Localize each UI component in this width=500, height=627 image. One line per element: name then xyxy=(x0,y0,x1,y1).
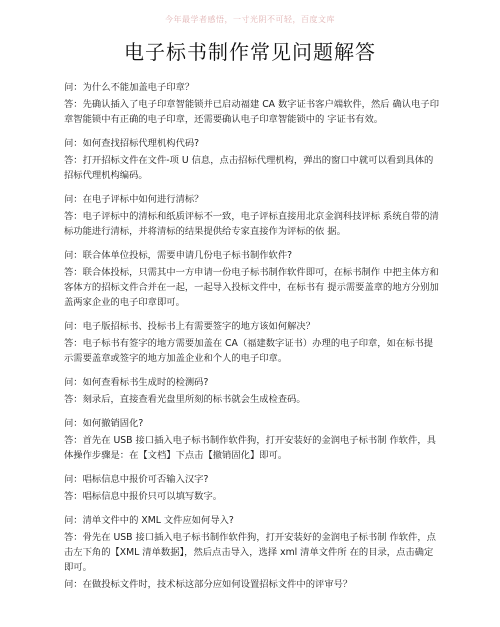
faq-item xyxy=(64,192,442,239)
faq-answer: 答：先确认插入了电子印章智能锁并已启动福建 CA 数字证书客户端软件，然后 确认电子印章智能锁中有正确的电子印章，还需要确认电子印章智能锁中的 字证书有效。 xyxy=(64,99,439,125)
faq-item xyxy=(64,472,442,504)
faq-question: 问：电子版招标书、投标书上有需要签字的地方该如何解决？ xyxy=(64,321,316,332)
faq-item xyxy=(64,319,442,366)
faq-item xyxy=(64,416,442,463)
faq-answer: 答：电子标书有签字的地方需要加盖在 CA（福建数字证书）办理的电子印章，如在标书提示需要盖章或签字的地方加盖企业和个人的电子印章。 xyxy=(64,338,434,364)
watermark: 今年最学者感悟，一寸光阴不可轻，百度文库 xyxy=(165,15,335,24)
faq-item xyxy=(64,80,442,127)
faq-answer: 答：首先在 USB 接口插入电子标书制作软件狗，打开安装好的金润电子标书制 作软件，具体操作步骤是：在【文档】下点击【撤销固化】即可。 xyxy=(64,435,436,461)
faq-item xyxy=(64,513,442,575)
faq-answer: 答：唱标信息中报价只可以填写数字。 xyxy=(64,491,223,502)
faq-item xyxy=(64,375,442,407)
faq-item xyxy=(64,577,442,592)
faq-question: 问：如何查看标书生成时的检测码? xyxy=(64,377,209,388)
faq-question: 问：在做投标文件时，技术标这部分应如何设置招标文件中的评审号？ xyxy=(64,579,353,590)
faq-answer: 答：刻录后，直接查看光盘里所刻的标书就会生成检查码。 xyxy=(64,394,306,405)
faq-question: 问：联合体单位投标，需要申请几份电子标书制作软件? xyxy=(64,250,293,261)
faq-question: 问：为什么不能加盖电子印章？ xyxy=(64,82,195,93)
faq-list xyxy=(64,80,442,601)
faq-question: 问：在电子评标中如何进行清标？ xyxy=(64,194,204,205)
faq-item xyxy=(64,248,442,310)
faq-answer: 答：电子评标中的清标和纸质评标不一致，电子评标直接用北京金润科技评标 系统自带的清标功能进行清标，并将清标的结果提供给专家直接作为评标的依 据。 xyxy=(64,211,439,237)
page-title: 电子标书制作常见问题解答 xyxy=(124,40,376,64)
faq-answer: 答：骨先在 USB 接口插入电子标书制作软件狗，打开安装好的金润电子标书制 作软件，点击左下角的【XML 清单数据】，然后点击导入，选择 xml 清单文件所 在的目录，点击确定即可。 xyxy=(64,532,436,573)
faq-question: 问：如何查找招标代理机构代码? xyxy=(64,138,200,149)
faq-question: 问：如何撤销固化? xyxy=(64,418,144,429)
faq-item xyxy=(64,136,442,183)
faq-question: 问：清单文件中的 XML 文件应如何导入? xyxy=(64,515,234,526)
faq-answer: 答：打开招标文件在文件-项 U 信息，点击招标代理机构，弹出的窗口中就可以看到具体的招标代理机构编码。 xyxy=(64,155,434,181)
faq-answer: 答：联合体投标，只需其中一方申请一份电子标书制作软件即可，在标书制作 中把主体方和客体方的招标文件合并在一起，一起导入投标文件中，在标书有 提示需要盖章的地方分别加盖两家企业的电子印章即可。 xyxy=(64,267,439,308)
faq-question: 问：唱标信息中报价可否输入汉字? xyxy=(64,474,209,485)
